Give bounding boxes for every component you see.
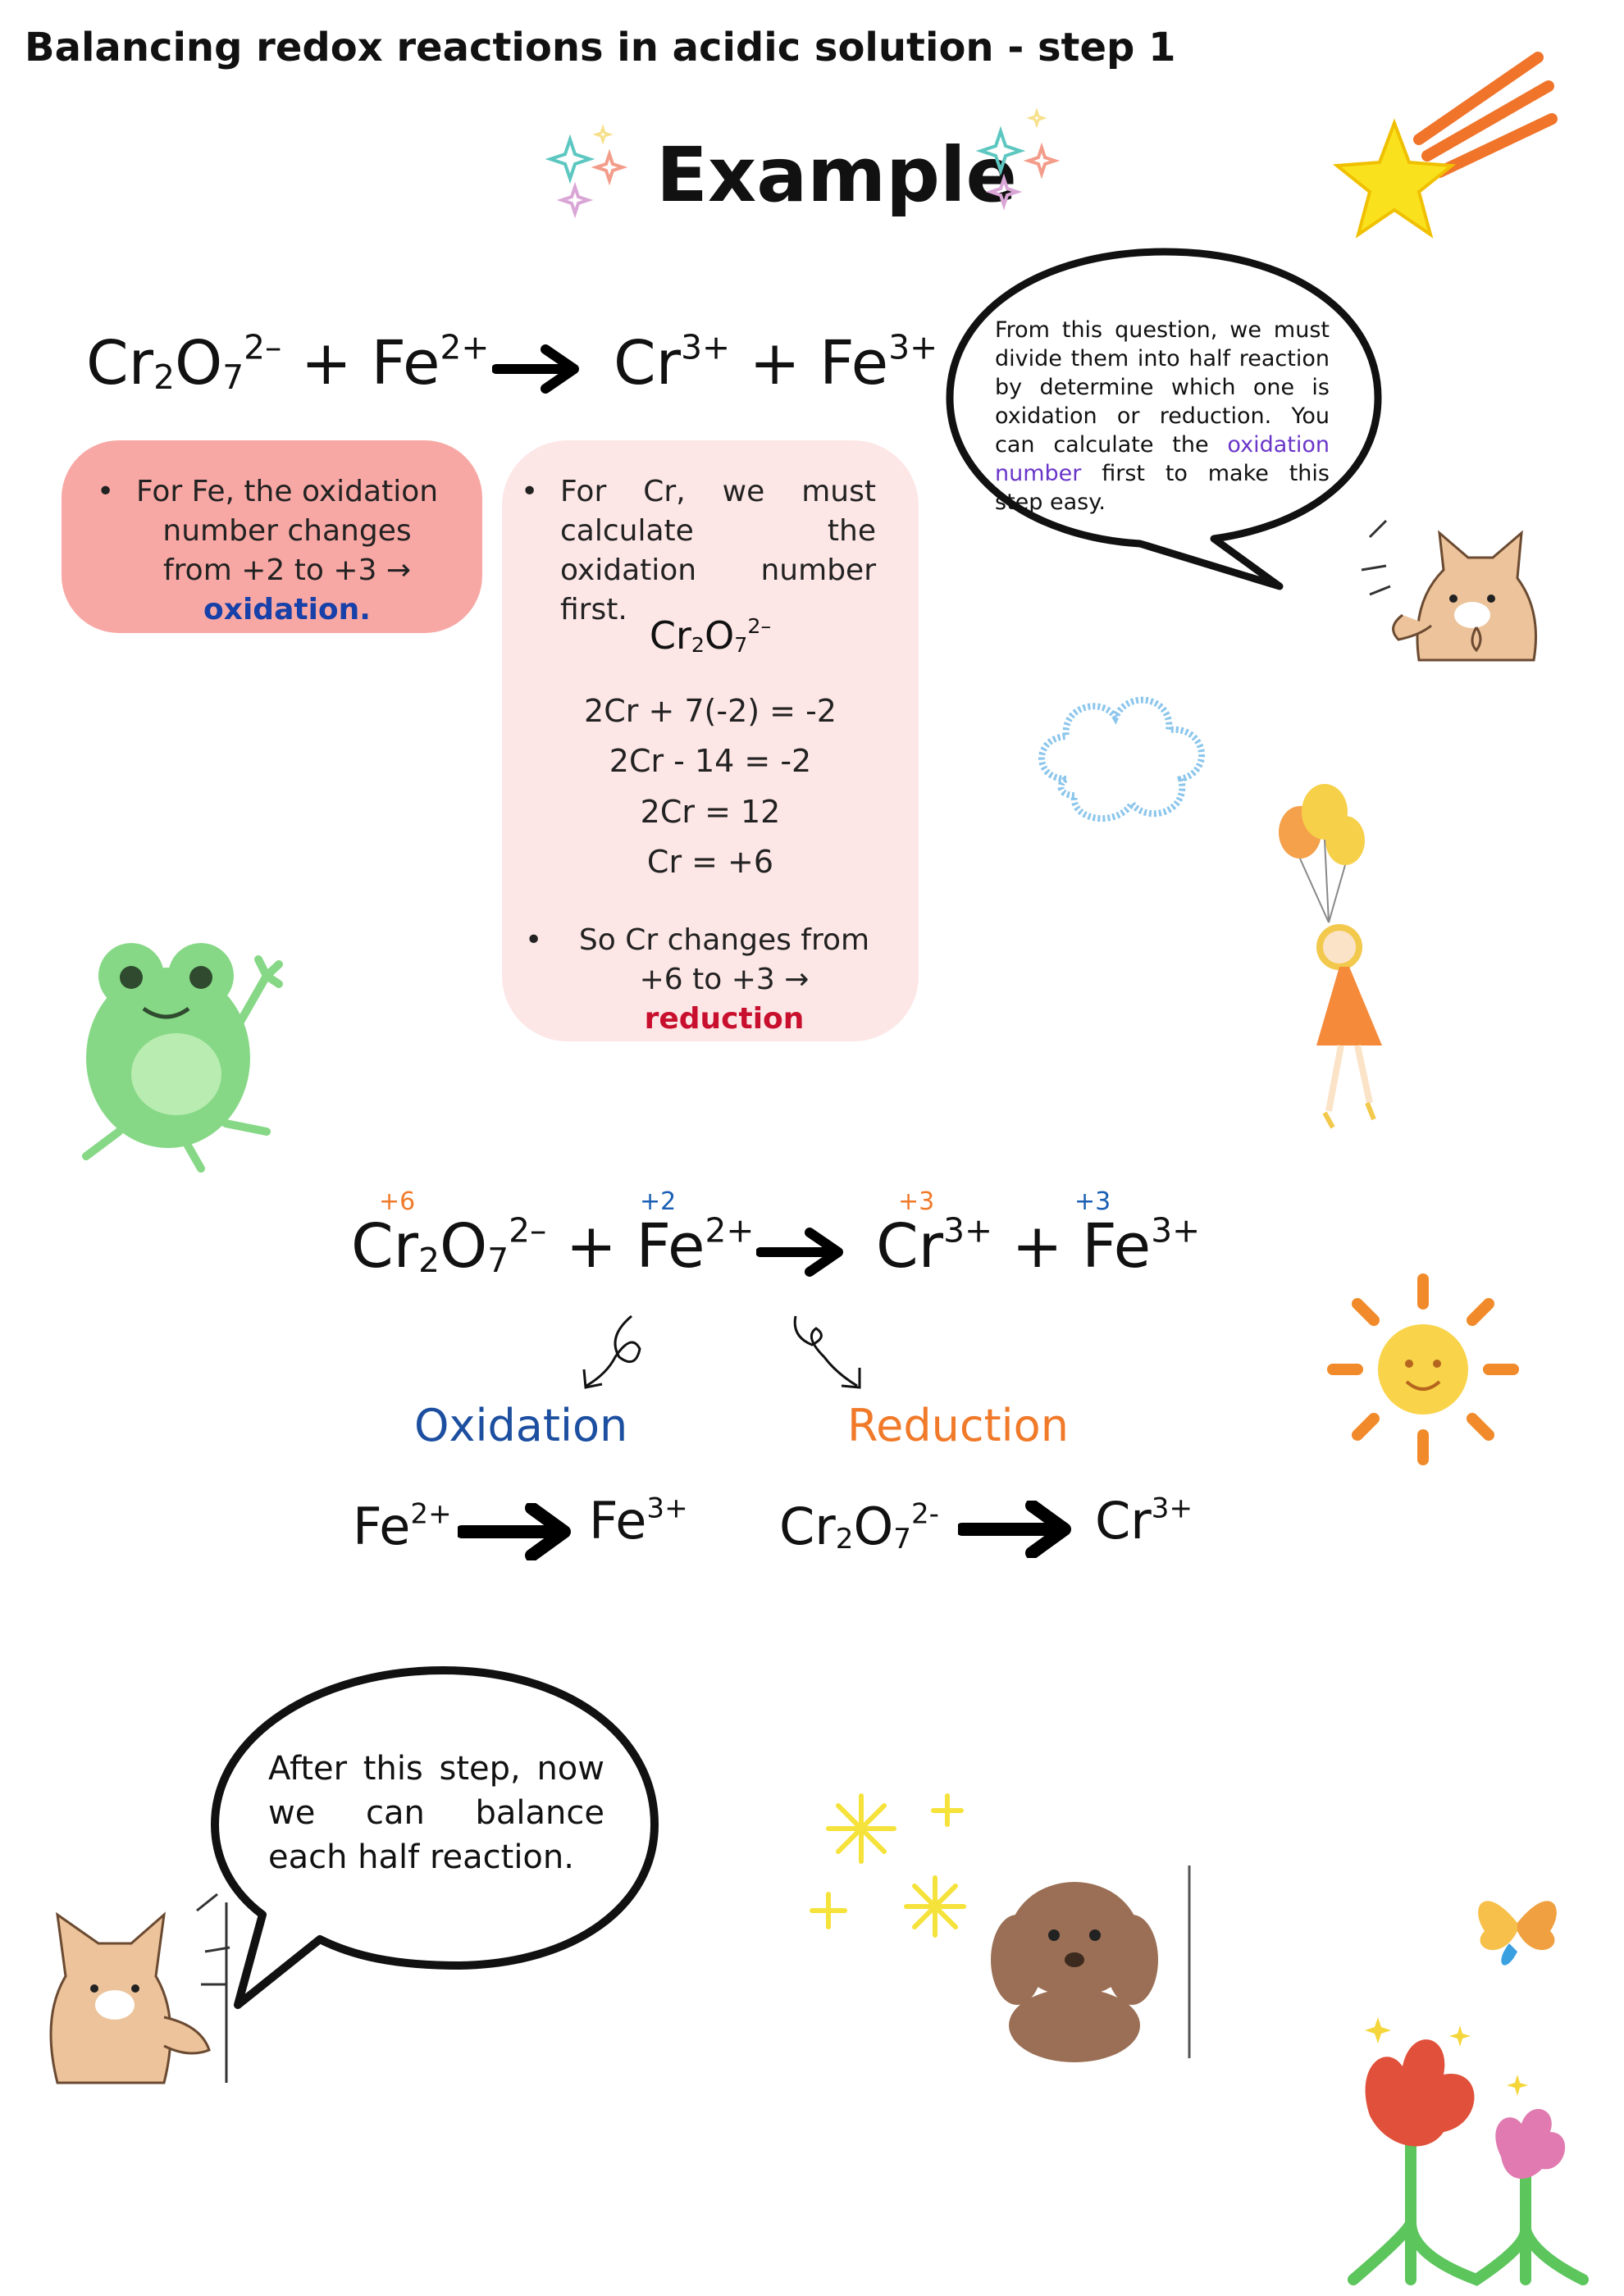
charge: 3+ — [681, 327, 731, 367]
charge: 2– — [244, 327, 282, 367]
reactant-cr: Cr — [351, 1211, 419, 1282]
balloon-girl-icon — [1267, 775, 1407, 1177]
charge: 2– — [509, 1210, 547, 1250]
charge: 3+ — [888, 327, 938, 367]
plus-sign: + — [300, 328, 352, 399]
page-title: Balancing redox reactions in acidic solution - step 1 — [25, 25, 1176, 71]
reactant-cr: Cr — [86, 328, 154, 399]
product-fe: Fe — [819, 328, 889, 399]
plus-sign: + — [565, 1211, 617, 1282]
main-equation-products — [614, 328, 937, 399]
example-heading: Example — [656, 131, 1017, 219]
dog-icon — [984, 1861, 1206, 2075]
charge: 3+ — [1151, 1492, 1193, 1525]
annotated-equation-products — [876, 1211, 1200, 1282]
fe-bullet: • — [97, 475, 115, 508]
subscript: 7 — [487, 1241, 509, 1281]
annotated-equation — [351, 1211, 754, 1282]
oxidation-label: Oxidation — [414, 1400, 628, 1451]
product-fe: Fe — [1082, 1211, 1152, 1282]
flower-icon — [1321, 2009, 1599, 2296]
main-equation — [86, 328, 489, 399]
reactant-fe: Fe — [371, 328, 440, 399]
cr-species: Cr — [1095, 1491, 1152, 1551]
reduction-label: Reduction — [847, 1400, 1069, 1451]
speech-text: first to make this step easy. — [995, 461, 1330, 515]
sparkle-icon — [545, 123, 636, 221]
subscript: 2 — [835, 1523, 854, 1556]
oxidation-number-highlight: oxidation number — [995, 432, 1330, 486]
calc-step: Cr = +6 — [646, 844, 774, 880]
calc-step: 2Cr + 7(-2) = -2 — [584, 693, 837, 729]
fe-species: Fe — [589, 1491, 647, 1551]
bold-arrow-icon — [492, 344, 582, 394]
product-cr: Cr — [614, 328, 682, 399]
sparkle-icon — [976, 107, 1066, 221]
reactant-o: O — [439, 1211, 488, 1282]
bold-arrow-icon — [458, 1503, 573, 1560]
bold-arrow-icon — [958, 1501, 1073, 1558]
reactant-o: O — [174, 328, 223, 399]
calc-step: 2Cr = 12 — [640, 794, 781, 830]
cat-icon — [33, 1886, 238, 2091]
bold-arrow-icon — [756, 1228, 846, 1277]
sparkle-icon — [804, 1779, 984, 1943]
butterfly-icon — [1468, 1874, 1567, 1980]
ox-num-cr-left: +6 — [379, 1187, 416, 1216]
charge: 2+ — [410, 1497, 452, 1531]
o-species: O — [853, 1496, 894, 1556]
sun-icon — [1321, 1267, 1526, 1472]
red-half-right — [1095, 1491, 1193, 1551]
plus-sign: + — [749, 328, 801, 399]
conclusion-text: So Cr changes from +6 to +3 → — [578, 923, 870, 996]
subscript: 2 — [691, 632, 705, 657]
cr-formula — [502, 613, 919, 658]
red-half-left — [779, 1496, 939, 1556]
reactant-fe: Fe — [636, 1211, 705, 1282]
shooting-star-icon — [1329, 41, 1558, 254]
cr-bullet-2: • — [525, 923, 543, 957]
plus-sign: + — [1011, 1211, 1063, 1282]
cat-icon — [1353, 504, 1550, 685]
ox-num-fe-right: +3 — [1074, 1187, 1111, 1216]
charge: 2- — [910, 1497, 939, 1531]
subscript: 7 — [222, 358, 244, 398]
formula-cr: Cr — [649, 613, 691, 658]
charge: 2+ — [705, 1210, 755, 1250]
cr-conclusion — [560, 921, 888, 1039]
cloud-icon — [1025, 681, 1222, 836]
cr-bullet: • — [521, 475, 539, 508]
charge: 3+ — [943, 1210, 993, 1250]
cr-species: Cr — [779, 1496, 836, 1556]
speech-bottom-text: After this step, now we can balance each half reaction. — [268, 1750, 604, 1876]
ox-num-cr-right: +3 — [898, 1187, 935, 1216]
formula-o: O — [705, 613, 735, 658]
subscript: 7 — [734, 632, 748, 657]
cr-info-text: For Cr, we must calculate the oxidation number first. — [560, 475, 876, 626]
ox-half-right — [589, 1491, 688, 1551]
fe-info-text — [131, 472, 443, 630]
charge: 3+ — [1151, 1210, 1201, 1250]
calc-step: 2Cr - 14 = -2 — [609, 743, 812, 779]
reduction-highlight: reduction — [644, 1002, 805, 1036]
fe-text: For Fe, the oxidation number changes from +2 to +3 → — [135, 475, 439, 587]
subscript: 2 — [153, 358, 175, 398]
oxidation-highlight: oxidation. — [203, 593, 371, 626]
subscript: 7 — [893, 1523, 911, 1556]
curly-arrow-icon — [574, 1312, 656, 1394]
speech-top-text — [995, 316, 1330, 517]
curly-arrow-icon — [787, 1312, 869, 1394]
fe-species: Fe — [353, 1496, 411, 1556]
charge: 3+ — [646, 1492, 688, 1525]
product-cr: Cr — [876, 1211, 944, 1282]
charge: 2– — [747, 614, 772, 639]
charge: 2+ — [440, 327, 490, 367]
ox-num-fe-left: +2 — [640, 1187, 677, 1216]
frog-icon — [70, 910, 291, 1173]
subscript: 2 — [418, 1241, 440, 1281]
speech-text: From this question, we must divide them into half reaction by determine which one is oxidation or reduction. You can calculate the — [995, 317, 1330, 458]
ox-half-left — [353, 1496, 452, 1556]
